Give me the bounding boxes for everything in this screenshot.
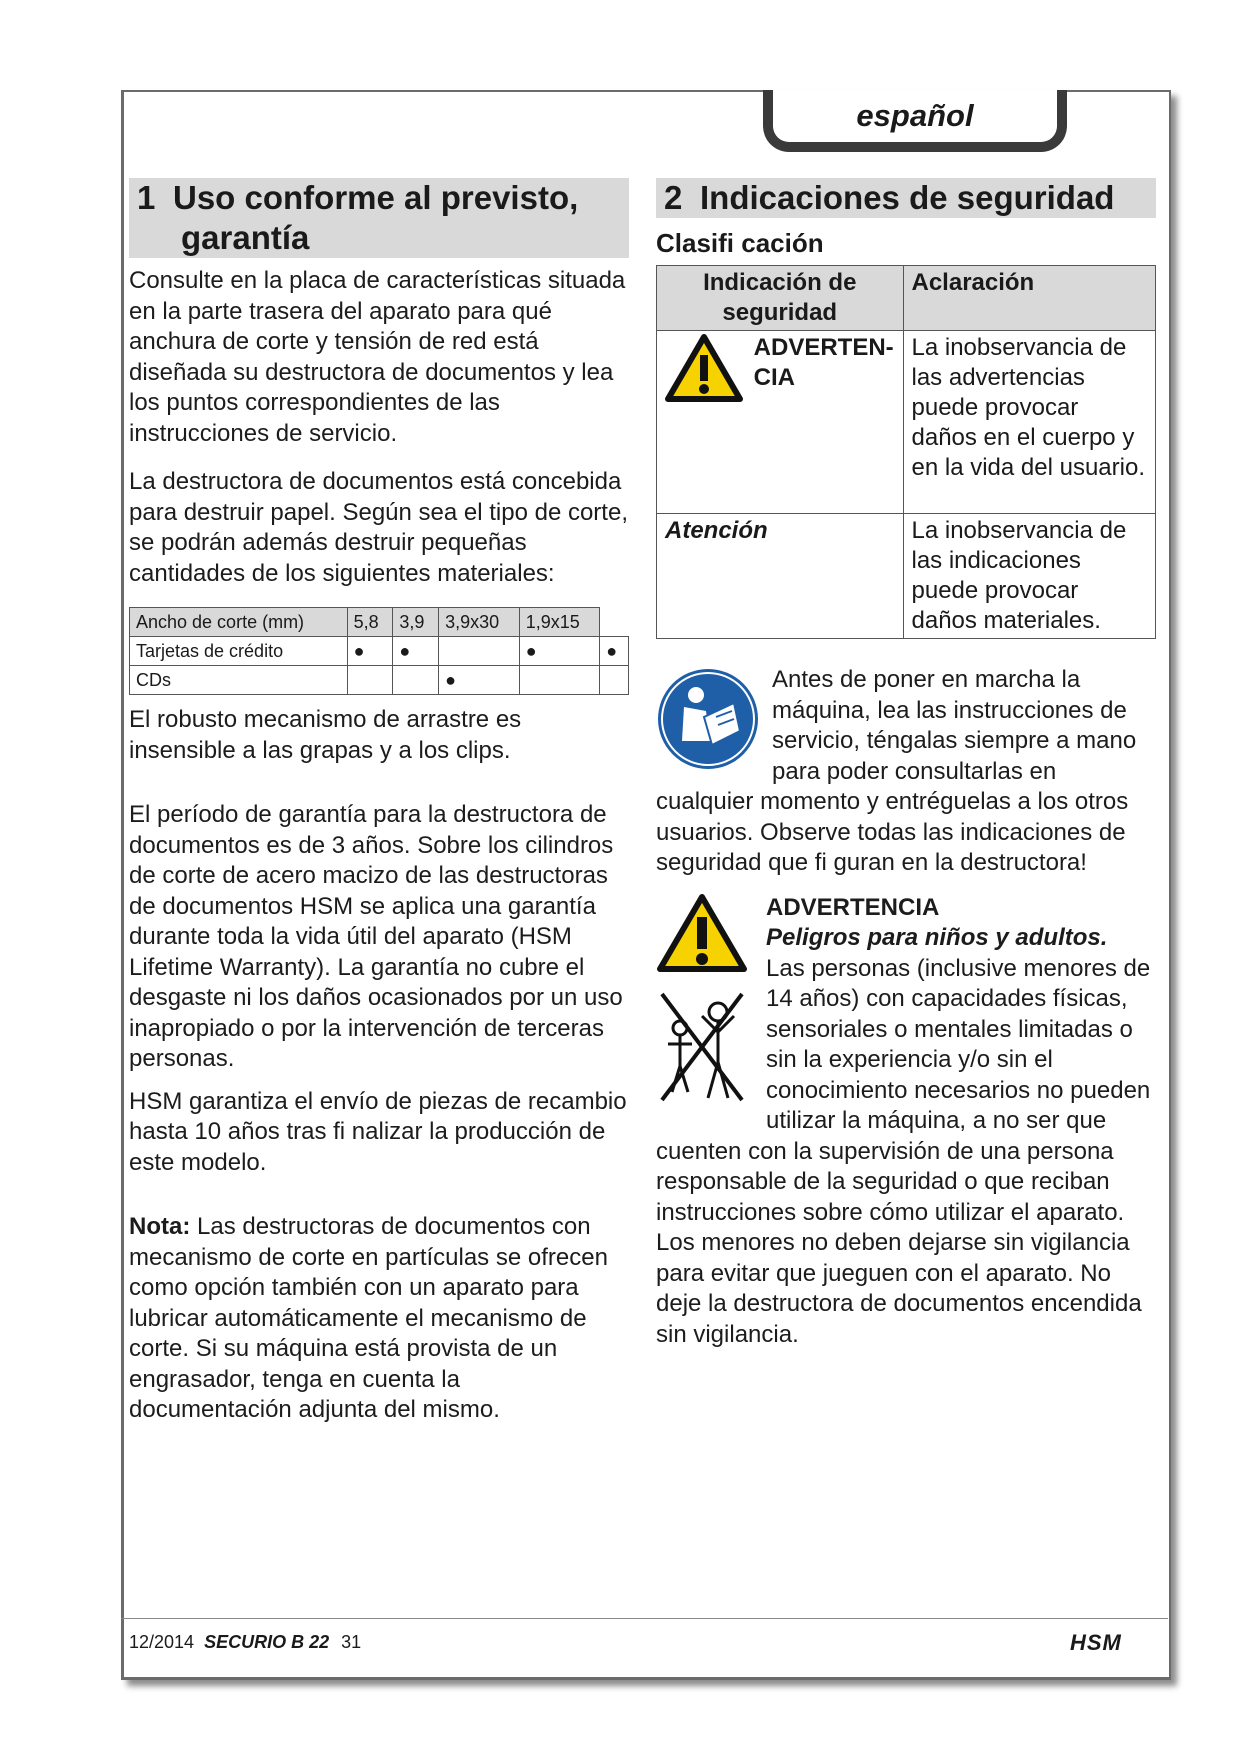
- section1-title-line2: garantía: [181, 219, 310, 256]
- warning-title: ADVERTENCIA: [766, 893, 940, 921]
- cut-row-label: Tarjetas de crédito: [130, 637, 348, 666]
- footer-date: 12/2014: [129, 1632, 195, 1652]
- paragraph-rating-plate: Consulte en la placa de características situada en la parte trasera del aparato para qué anchura de corte y tensión de red está diseñada su destructora de documentos y lea los puntos correspondientes de las instrucciones de servicio.: [129, 267, 626, 447]
- table-row: [130, 637, 629, 666]
- safety-col2-header: Aclaración: [903, 266, 1156, 331]
- warning-triangle-icon: [665, 333, 743, 403]
- footer-model: SECURIO B 22: [204, 1632, 330, 1652]
- note-text: Las destructoras de documentos con mecanismo de corte en partículas se ofrecen como opción también con un aparato para lubricar automáticamente el mecanismo de corte. Si su máquina está provista de un engrasador, tenga en cuenta la documentación adjunta del mismo.: [129, 1213, 608, 1423]
- cut-header-col: 3,9x30: [439, 608, 520, 637]
- table-row: [130, 608, 629, 637]
- manual-notice: [656, 665, 1156, 879]
- section1-number: 1: [137, 179, 156, 216]
- children-warning: [656, 893, 1156, 1351]
- section1-heading: [129, 178, 629, 258]
- footer-divider: [121, 1618, 1168, 1619]
- cut-mark: ●: [600, 637, 629, 666]
- paragraph-note: [129, 1212, 629, 1426]
- note-label: Nota:: [129, 1213, 191, 1240]
- table-row: [130, 666, 629, 695]
- cut-header-col: 5,8: [347, 608, 393, 637]
- cut-header-col: 3,9: [393, 608, 439, 637]
- left-column: [129, 178, 629, 1426]
- language-label: español: [856, 98, 974, 133]
- cut-row-label: CDs: [130, 666, 348, 695]
- cut-mark: [519, 666, 600, 695]
- right-column: [656, 178, 1156, 1350]
- warning-triangle-icon: [656, 893, 748, 973]
- cut-mark: ●: [347, 637, 393, 666]
- cut-mark: ●: [519, 637, 600, 666]
- safety-row1-label: ADVERTEN-CIA: [753, 334, 894, 391]
- hsm-logo: HSM: [1070, 1630, 1122, 1655]
- table-row: [657, 266, 1156, 331]
- cut-header-col: 1,9x15: [519, 608, 600, 637]
- paragraph-spare-parts: HSM garantiza el envío de piezas de recambio hasta 10 años tras fi nalizar la producción de este modelo.: [129, 1087, 627, 1176]
- cut-mark: [347, 666, 393, 695]
- safety-row2-label: Atención: [657, 514, 904, 639]
- warning-text: Las personas (inclusive menores de 14 años) con capacidades físicas, sensoriales o mentales limitadas o sin la experiencia y/o sin el conocimiento necesarios no pueden utilizar la máquina, a no ser que cuenten con la supervisión de una persona responsable de la seguridad o que reciban instrucciones sobre cómo utilizar el aparato. Los menores no deben dejarse sin vigilancia para evitar que jueguen con el aparato. No deje la destructora de documentos encendida sin vigilancia.: [656, 954, 1151, 1348]
- classification-heading: Clasifi cación: [656, 228, 824, 258]
- page-number: 31: [341, 1632, 362, 1652]
- cut-mark: ●: [393, 637, 439, 666]
- cut-mark: [600, 666, 629, 695]
- safety-row1-label-cell: [657, 331, 904, 514]
- cut-mark: [439, 637, 520, 666]
- safety-col1-header: Indicación de seguridad: [657, 266, 904, 331]
- cut-mark: [393, 666, 439, 695]
- no-children-icon: [656, 988, 748, 1106]
- section2-number: 2: [664, 179, 683, 216]
- paragraph-staples: El robusto mecanismo de arrastre es insensible a las grapas y a los clips.: [129, 706, 522, 764]
- safety-classification-table: [656, 265, 1156, 639]
- cut-header-label: Ancho de corte (mm): [130, 608, 348, 637]
- footer: [129, 1632, 1129, 1653]
- safety-row1-text: La inobservancia de las advertencias puede provocar daños en el cuerpo y en la vida del usuario.: [903, 331, 1156, 514]
- cut-mark: ●: [439, 666, 520, 695]
- manual-notice-text: Antes de poner en marcha la máquina, lea las instrucciones de servicio, téngalas siempre a mano para poder consultarlas en cualquier momento y entréguelas a los otros usuarios. Observe todas las indicaciones de seguridad que fi guran en la destructora!: [656, 666, 1137, 876]
- table-row: [657, 514, 1156, 639]
- language-tab: [763, 90, 1067, 152]
- cut-width-table: [129, 607, 629, 695]
- paragraph-warranty: El período de garantía para la destructora de documentos es de 3 años. Sobre los cilindros de corte de acero macizo de las destructoras de documentos HSM se aplica una garantía durante toda la vida útil del aparato (HSM Lifetime Warranty). La garantía no cubre el desgaste ni los daños ocasionados por un uso inapropiado o por la intervención de terceras personas.: [129, 801, 623, 1072]
- section1-title-line1: Uso conforme al previsto,: [173, 179, 579, 216]
- section2-heading: [656, 178, 1156, 218]
- read-manual-icon: [656, 667, 760, 771]
- section2-title: Indicaciones de seguridad: [700, 179, 1115, 216]
- warning-subtitle: Peligros para niños y adultos.: [766, 924, 1108, 951]
- paragraph-intended-use: La destructora de documentos está concebida para destruir papel. Según sea el tipo de corte, se podrán además destruir pequeñas cantidades de los siguientes materiales:: [129, 468, 628, 587]
- table-row: [657, 331, 1156, 514]
- safety-row2-text: La inobservancia de las indicaciones puede provocar daños materiales.: [903, 514, 1156, 639]
